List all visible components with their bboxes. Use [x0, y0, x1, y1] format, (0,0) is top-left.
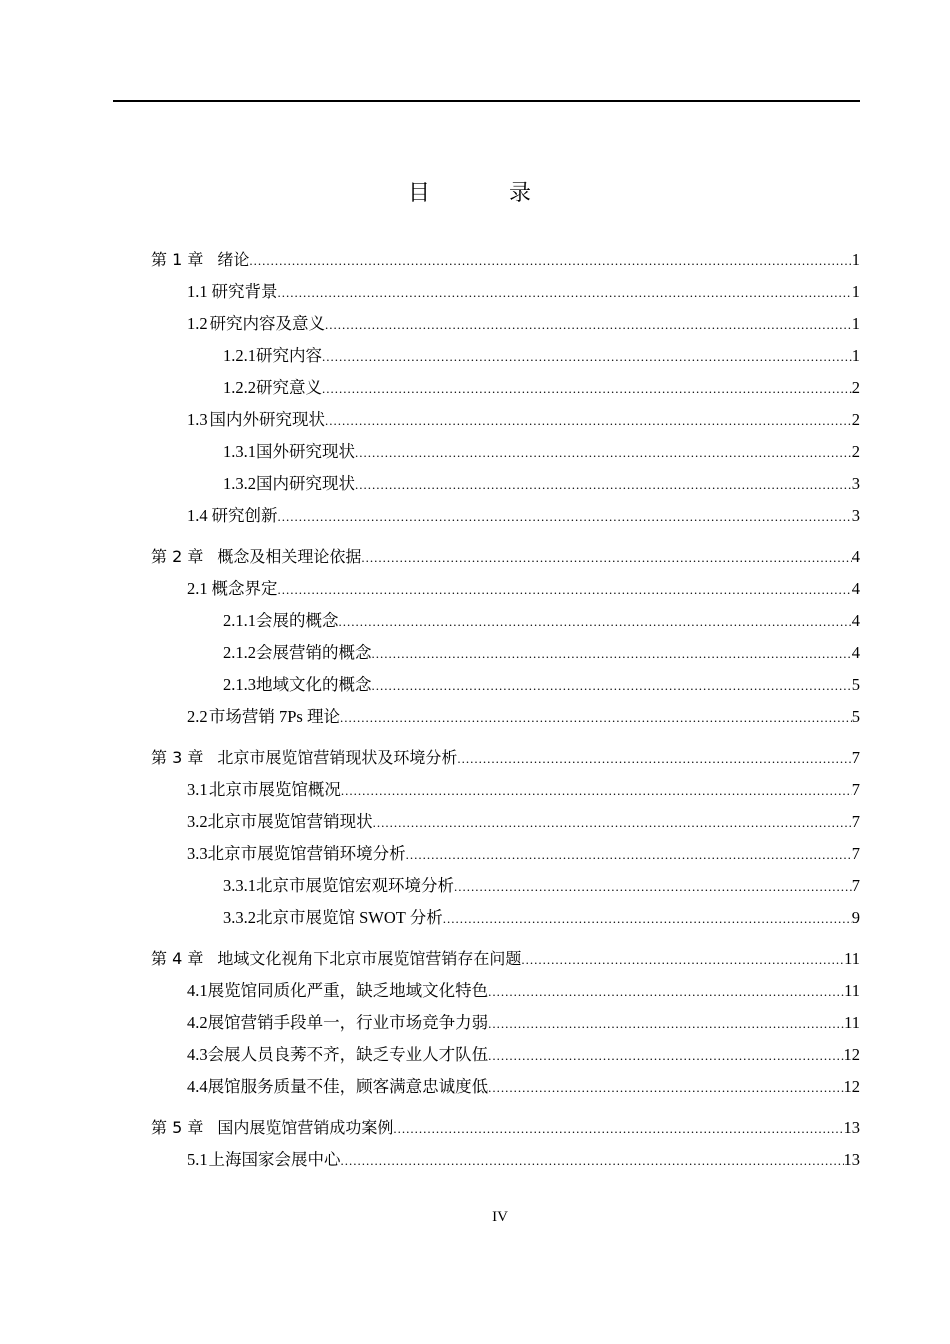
dot-leader — [339, 606, 852, 638]
toc-entry-page: 1 — [851, 282, 860, 301]
toc-entry-number: 3.3.2 — [223, 908, 256, 927]
toc-entry-number: 2.1.1 — [223, 611, 256, 630]
dot-leader — [322, 341, 852, 373]
toc-entry-title: 研究创新 — [211, 506, 278, 525]
toc-section-entry[interactable] — [151, 774, 860, 806]
toc-entry-page: 4 — [851, 611, 860, 630]
toc-entry-number: 1.2 — [187, 314, 208, 333]
toc-entry-page: 2 — [851, 378, 860, 397]
toc-entry-title: 北京市展览馆宏观环境分析 — [256, 876, 454, 895]
toc-entry-page: 1 — [851, 250, 860, 269]
toc-entry-title: 市场营销 7Ps 理论 — [208, 707, 340, 726]
toc-entry-number: 5.1 — [187, 1150, 208, 1169]
dot-leader — [488, 976, 844, 1008]
toc-entry-number: 1.3.2 — [223, 474, 256, 493]
toc-entry-page: 5 — [851, 707, 860, 726]
dot-leader — [325, 405, 852, 437]
toc-entry-page: 11 — [844, 1013, 860, 1032]
toc-section-entry[interactable] — [151, 806, 860, 838]
toc-entry-page: 2 — [851, 442, 860, 461]
toc-chapter-entry[interactable] — [151, 541, 860, 573]
toc-entry-page: 1 — [851, 346, 860, 365]
toc-chapter-entry[interactable] — [151, 244, 860, 276]
dot-leader — [341, 775, 852, 807]
toc-entry-number: 第 2 章 — [151, 547, 204, 566]
toc-entry-title: 国外研究现状 — [256, 442, 355, 461]
toc-entry-number: 1.2.1 — [223, 346, 256, 365]
toc-section-entry[interactable] — [151, 404, 860, 436]
toc-entry-number: 3.3 — [187, 844, 208, 863]
toc-section-entry[interactable] — [151, 870, 860, 902]
toc-entry-number: 1.3 — [187, 410, 208, 429]
toc-entry-title: 绪论 — [217, 250, 250, 269]
dot-leader — [340, 702, 852, 734]
toc-section-entry[interactable] — [151, 637, 860, 669]
toc-entry-page: 11 — [844, 981, 860, 1000]
toc-section-entry[interactable] — [151, 902, 860, 934]
toc-entry-number: 2.2 — [187, 707, 208, 726]
toc-entry-title: 概念及相关理论依据 — [217, 547, 362, 566]
toc-section-entry[interactable] — [151, 975, 860, 1007]
toc-entry-page: 7 — [851, 780, 860, 799]
toc-entry-number: 第 1 章 — [151, 250, 204, 269]
dot-leader — [454, 871, 852, 903]
toc-section-entry[interactable] — [151, 605, 860, 637]
dot-leader — [325, 309, 852, 341]
toc-chapter-entry[interactable] — [151, 943, 860, 975]
toc-section-entry[interactable] — [151, 308, 860, 340]
toc-entry-title: 研究内容及意义 — [209, 314, 325, 333]
toc-entry-page: 1 — [851, 314, 860, 333]
toc-entry-title: 地域文化视角下北京市展览馆营销存在问题 — [217, 949, 522, 968]
dot-leader — [249, 245, 851, 277]
toc-entry-number: 1.4 — [187, 506, 208, 525]
toc-section-entry[interactable] — [151, 340, 860, 372]
toc-entry-title: 国内研究现状 — [256, 474, 355, 493]
toc-entry-title: 会展人员良莠不齐，缺乏专业人才队伍 — [207, 1045, 489, 1064]
dot-leader — [355, 469, 852, 501]
toc-entry-title: 研究意义 — [256, 378, 322, 397]
toc-section-entry[interactable] — [151, 1071, 860, 1103]
toc-entry-number: 第 5 章 — [151, 1118, 204, 1137]
dot-leader — [278, 277, 852, 309]
toc-section-entry[interactable] — [151, 701, 860, 733]
dot-leader — [521, 944, 844, 976]
toc-entry-title: 国内外研究现状 — [209, 410, 325, 429]
footer-page-number: IV — [492, 1209, 508, 1225]
toc-entry-title: 会展营销的概念 — [256, 643, 372, 662]
dot-leader — [361, 542, 851, 574]
toc-entry-title: 研究背景 — [211, 282, 278, 301]
toc-entry-page: 13 — [843, 1118, 860, 1137]
toc-entry-number: 1.3.1 — [223, 442, 256, 461]
toc-section-entry[interactable] — [151, 1039, 860, 1071]
toc-entry-number: 2.1.3 — [223, 675, 256, 694]
toc-entry-title: 展馆营销手段单一，行业市场竞争力弱 — [207, 1013, 489, 1032]
toc-entry-page: 7 — [851, 844, 860, 863]
dot-leader — [355, 437, 852, 469]
toc-entry-number: 第 4 章 — [151, 949, 204, 968]
toc-entry-page: 13 — [843, 1150, 860, 1169]
dot-leader — [278, 501, 852, 533]
toc-entry-number: 4.3 — [187, 1045, 208, 1064]
dot-leader — [322, 373, 852, 405]
toc-entry-title: 展览馆同质化严重，缺乏地域文化特色 — [207, 981, 489, 1000]
toc-entry-title: 概念界定 — [211, 579, 278, 598]
toc-entry-page: 3 — [851, 506, 860, 525]
dot-leader — [488, 1040, 843, 1072]
toc-section-entry[interactable] — [151, 436, 860, 468]
toc-entry-title: 国内展览馆营销成功案例 — [217, 1118, 394, 1137]
toc-section-entry[interactable] — [151, 276, 860, 308]
toc-section-entry[interactable] — [151, 500, 860, 532]
dot-leader — [443, 903, 852, 935]
toc-entry-number: 2.1 — [187, 579, 208, 598]
toc-chapter-entry[interactable] — [151, 1112, 860, 1144]
toc-entry-title: 北京市展览馆营销环境分析 — [207, 844, 406, 863]
toc-section-entry[interactable] — [151, 573, 860, 605]
dot-leader — [393, 1113, 843, 1145]
toc-chapter-entry[interactable] — [151, 742, 860, 774]
toc-entry-title: 上海国家会展中心 — [208, 1150, 341, 1169]
dot-leader — [406, 839, 852, 871]
toc-entry-number: 2.1.2 — [223, 643, 256, 662]
toc-entry-number: 1.2.2 — [223, 378, 256, 397]
toc-entry-number: 3.1 — [187, 780, 208, 799]
toc-entry-number: 3.3.1 — [223, 876, 256, 895]
toc-entry-title: 北京市展览馆营销现状 — [207, 812, 373, 831]
toc-entry-page: 7 — [851, 748, 860, 767]
toc-entry-title: 研究内容 — [256, 346, 322, 365]
toc-entry-number: 1.1 — [187, 282, 208, 301]
toc-entry-page: 7 — [851, 812, 860, 831]
toc-entry-number: 4.2 — [187, 1013, 208, 1032]
toc-entry-page: 7 — [851, 876, 860, 895]
toc-entry-title: 会展的概念 — [256, 611, 339, 630]
toc-entry-page: 4 — [851, 643, 860, 662]
dot-leader — [488, 1008, 844, 1040]
toc-entry-page: 12 — [843, 1077, 860, 1096]
dot-leader — [457, 743, 851, 775]
toc-section-entry[interactable] — [151, 838, 860, 870]
toc-heading: 目 录 — [408, 181, 567, 206]
dot-leader — [372, 670, 852, 702]
toc-entry-page: 11 — [844, 949, 860, 968]
toc-section-entry[interactable] — [151, 669, 860, 701]
dot-leader — [340, 1145, 843, 1177]
toc-entry-page: 5 — [851, 675, 860, 694]
dot-leader — [488, 1072, 843, 1104]
dot-leader — [278, 574, 852, 606]
toc-entry-page: 3 — [851, 474, 860, 493]
toc-entry-page: 2 — [851, 410, 860, 429]
toc-section-entry[interactable] — [151, 468, 860, 500]
toc-entry-page: 12 — [843, 1045, 860, 1064]
toc-entry-title: 北京市展览馆概况 — [208, 780, 341, 799]
toc-entry-number: 4.4 — [187, 1077, 208, 1096]
dot-leader — [372, 638, 852, 670]
toc-section-entry[interactable] — [151, 372, 860, 404]
toc-entry-page: 9 — [851, 908, 860, 927]
toc-entry-number: 4.1 — [187, 981, 208, 1000]
toc-section-entry[interactable] — [151, 1007, 860, 1039]
header-rule — [113, 100, 860, 102]
toc-entry-number: 3.2 — [187, 812, 208, 831]
toc-entry-page: 4 — [851, 579, 860, 598]
toc-entry-title: 北京市展览馆 SWOT 分析 — [256, 908, 443, 927]
table-of-contents — [151, 244, 860, 1176]
toc-entry-title: 展馆服务质量不佳，顾客满意忠诚度低 — [207, 1077, 489, 1096]
dot-leader — [373, 807, 852, 839]
toc-entry-title: 地域文化的概念 — [256, 675, 372, 694]
toc-entry-number: 第 3 章 — [151, 748, 204, 767]
toc-entry-page: 4 — [851, 547, 860, 566]
toc-entry-title: 北京市展览馆营销现状及环境分析 — [217, 748, 458, 767]
toc-section-entry[interactable] — [151, 1144, 860, 1176]
